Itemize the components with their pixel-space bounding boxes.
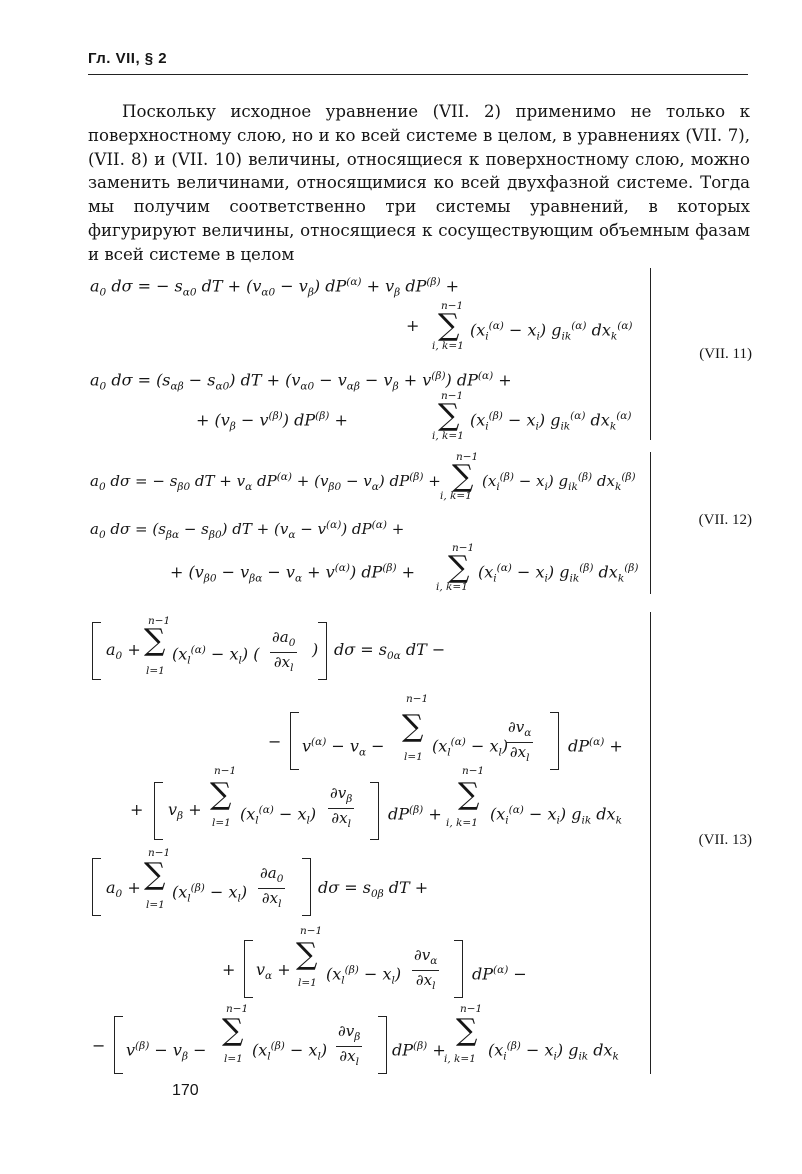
eq11-line2-term: $(x_i^{(\alpha)} - x_i)$ $g_{ik}^{(\alpha)}$ $dx_k^{(\alpha)}$: [470, 320, 633, 343]
eq13-l2-sum-lower: l=1: [404, 751, 423, 763]
eq13-l5-rhs: $dP^{(\alpha)}$ −: [472, 964, 527, 984]
eq13-l6-sum2-lower: i, k=1: [444, 1053, 476, 1065]
eq13-l2-rhs: $dP^{(\alpha)}$ +: [568, 736, 623, 756]
eq11-sum1-upper: n−1: [441, 300, 464, 312]
eq13-l1-sum-lower: l=1: [146, 665, 165, 677]
eq12-label: (VII. 12): [698, 512, 752, 528]
eq13-l6-bracket-open: [114, 1016, 123, 1074]
eq13-l6-term3: $(x_i^{(\beta)} - x_i)$ $g_{ik}$ $dx_k$: [488, 1040, 619, 1063]
eq12-line2: $a_0$ $d\sigma = (s_{\beta\alpha} - s_{\beta 0})$ dT + $(v_\alpha - v^{(\alpha)}) dP^{(\alpha)}$ +: [90, 519, 405, 541]
eq13-l3-plus: +: [130, 800, 144, 819]
eq13-l3-rhs: $dP^{(\beta)}$ +: [388, 804, 442, 824]
eq11-line4-term: $(x_i^{(\beta)} - x_i)$ $g_{ik}^{(\alpha)}$ $dx_k^{(\alpha)}$: [470, 410, 632, 433]
eq11-line1: $a_0$ dσ = − $s_{\alpha 0}$ dT + $(v_{\alpha 0} - v_\beta) dP^{(\alpha)} + v_\beta$ $dP^{(\beta)}$ +: [90, 276, 460, 299]
eq11-line4: + $(v_\beta - v^{(\beta)}) dP^{(\beta)}$ +: [196, 410, 348, 433]
eq13-l5-term: $v_\alpha$ +: [256, 960, 291, 983]
eq13-l4-sum-lower: l=1: [146, 899, 165, 911]
eq13-l3-sum2: ∑: [458, 777, 480, 812]
eq13-l2-bracket-open: [290, 712, 299, 770]
eq11-sum1: ∑: [438, 308, 460, 343]
eq11-sum2: ∑: [438, 398, 460, 433]
eq12-sum1: ∑: [452, 459, 474, 494]
running-head: Гл. VII, § 2: [88, 50, 168, 67]
eq13-l3-sum-upper: n−1: [214, 765, 237, 777]
eq13-l6-bracket-close: [378, 1016, 387, 1074]
eq12-sum2-upper: n−1: [452, 542, 475, 554]
eq13-l6-term2: $(x_l^{(\beta)} - x_l)$: [252, 1040, 328, 1063]
eq12-line3: + $(v_{\beta 0} - v_{\beta\alpha} - v_\alpha + v^{(\alpha)}) dP^{(\beta)}$ +: [170, 562, 416, 585]
eq13-l1-bracket-open: [92, 622, 101, 680]
eq13-l1-close: ): [312, 640, 319, 659]
eq13-l3-term2: $(x_l^{(\alpha)} - x_l)$: [240, 804, 317, 827]
eq12-bracket-line: [650, 452, 651, 594]
eq13-l5-frac: $\frac{\partial v_\alpha}{\partial x_l}$: [414, 946, 438, 992]
eq13-l1-a0: $a_0$ +: [106, 640, 141, 663]
eq13-l5-bracket-close: [454, 940, 463, 998]
page-number: 170: [172, 1082, 199, 1099]
eq13-l6-term: $v^{(\beta)} - v_\beta$ −: [126, 1040, 207, 1063]
eq11-sum1-lower: i, k=1: [432, 340, 464, 352]
eq11-sum2-lower: i, k=1: [432, 430, 464, 442]
eq12-line3-term: $(x_i^{(\alpha)} - x_i)$ $g_{ik}^{(\beta)}$ $dx_k^{(\beta)}$: [478, 562, 639, 585]
eq13-l6-sum-lower: l=1: [224, 1053, 243, 1065]
eq13-l1-sum: ∑: [144, 623, 166, 658]
eq13-l1-term: $(x_l^{(\alpha)} - x_l)$ (: [172, 644, 260, 667]
eq13-l2-frac: $\frac{\partial v_\alpha}{\partial x_l}$: [508, 718, 532, 764]
eq13-l3-sum-lower: l=1: [212, 817, 231, 829]
eq13-l5-bracket-open: [244, 940, 253, 998]
eq13-l3-sum2-lower: i, k=1: [446, 817, 478, 829]
eq13-l3-bracket-close: [370, 782, 379, 840]
eq11-line3: $a_0$ $d\sigma = (s_{\alpha\beta} - s_{\alpha 0})$ dT + $(v_{\alpha 0} - v_{\alpha\beta} - v_\beta + v^{(\beta)}) dP^{(\alpha)}$ +: [90, 370, 512, 393]
eq13-l2-bracket-close: [550, 712, 559, 770]
eq12-sum2-lower: i, k=1: [436, 581, 468, 593]
eq12-sum1-lower: i, k=1: [440, 490, 472, 502]
eq13-l6-rhs: $dP^{(\beta)}$ +: [392, 1040, 446, 1060]
eq13-l4-bracket-close: [302, 858, 311, 916]
eq13-label: (VII. 13): [698, 832, 752, 848]
eq12-line1-term: $(x_i^{(\beta)} - x_i)$ $g_{ik}^{(\beta)}$ $dx_k^{(\beta)}$: [482, 471, 636, 493]
eq13-l1-bracket-close: [318, 622, 327, 680]
eq13-l4-sum-upper: n−1: [148, 847, 171, 859]
eq13-l6-minus: −: [92, 1036, 106, 1055]
eq13-l5-term2: $(x_l^{(\beta)} - x_l)$: [326, 964, 402, 987]
eq13-l3-sum2-upper: n−1: [462, 765, 485, 777]
eq13-l3-bracket-open: [154, 782, 163, 840]
eq13-l1-frac: $\frac{\partial a_0}{\partial x_l}$: [272, 628, 296, 674]
eq13-l6-sum2: ∑: [456, 1013, 478, 1048]
eq13-l3-term: $v_\beta$ +: [168, 800, 202, 823]
eq13-l4-sum: ∑: [144, 857, 166, 892]
eq13-l4-frac: $\frac{\partial a_0}{\partial x_l}$: [260, 864, 284, 910]
eq11-line2: +: [406, 316, 420, 335]
eq11-bracket-line: [650, 268, 651, 440]
body-paragraph: Поскольку исходное уравнение (VII. 2) применимо не только к поверхностному слою, но и ко всей системе в целом, в уравнениях (VII. 7), (VII. 8) и (VII. 10) величины, относящиеся к поверхностному слою, можно заменить величинами, относящимися ко всей двухфазной системе. Тогда мы получим соответственно три системы уравнений, в которых фигурируют величины, относящиеся к сосуществующим объемным фазам и всей системе в целом: [88, 102, 750, 264]
eq13-l3-term3: $(x_i^{(\alpha)} - x_i)$ $g_{ik}$ $dx_k$: [490, 804, 622, 827]
eq13-l6-sum: ∑: [222, 1013, 244, 1048]
eq13-l2-term2: $(x_l^{(\alpha)} - x_l)$: [432, 736, 509, 759]
eq13-bracket-line: [650, 612, 651, 1074]
eq13-l6-sum-upper: n−1: [226, 1003, 249, 1015]
header-rule: [88, 74, 748, 75]
eq13-l6-sum2-upper: n−1: [460, 1003, 483, 1015]
eq12-line1: $a_0$ dσ = − $s_{\beta 0}$ dT + $v_\alpha$ $dP^{(\alpha)} + (v_{\beta 0} - v_\alpha) dP^{(\beta)}$ +: [90, 471, 441, 493]
eq13-l5-plus: +: [222, 960, 236, 979]
eq13-l3-sum: ∑: [210, 777, 232, 812]
eq13-l4-a0: $a_0$ +: [106, 878, 141, 901]
eq11-label: (VII. 11): [699, 346, 752, 362]
eq12-sum2: ∑: [448, 550, 470, 585]
eq13-l5-sum-upper: n−1: [300, 925, 323, 937]
eq12-sum1-upper: n−1: [456, 451, 479, 463]
eq13-l5-sum-lower: l=1: [298, 977, 317, 989]
eq13-l2-sum-upper: n−1: [406, 693, 429, 705]
eq13-l6-frac: $\frac{\partial v_\beta}{\partial x_l}$: [338, 1022, 361, 1068]
eq13-l1-rhs: $d\sigma = s_{0\alpha}$ dT −: [334, 640, 446, 663]
eq13-l2-term: $v^{(\alpha)} - v_\alpha$ −: [302, 736, 385, 759]
eq13-l2-minus: −: [268, 732, 282, 751]
eq11-sum2-upper: n−1: [441, 390, 464, 402]
eq13-l1-sum-upper: n−1: [148, 615, 171, 627]
eq13-l5-sum: ∑: [296, 937, 318, 972]
eq13-l4-term: $(x_l^{(\beta)} - x_l)$: [172, 882, 248, 905]
eq13-l4-bracket-open: [92, 858, 101, 916]
eq13-l2-sum: ∑: [402, 709, 424, 744]
eq13-l4-rhs: $d\sigma = s_{0\beta}$ dT +: [318, 878, 429, 901]
eq13-l3-frac: $\frac{\partial v_\beta}{\partial x_l}$: [330, 784, 353, 830]
